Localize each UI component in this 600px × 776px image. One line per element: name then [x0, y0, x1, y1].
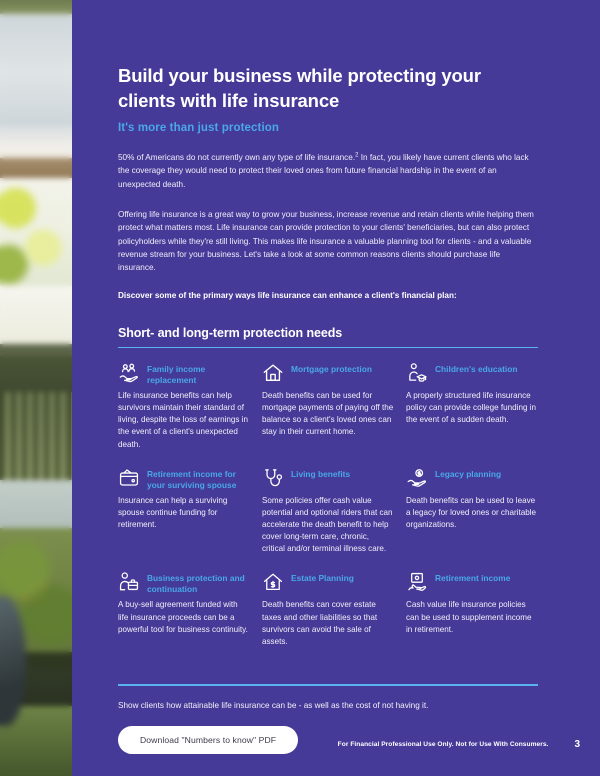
side-photo-house-exterior: [0, 0, 72, 776]
page-number: 3: [574, 739, 580, 750]
family-income-icon: [118, 362, 140, 384]
page-subtitle: It's more than just protection: [118, 122, 279, 135]
house-icon: [262, 362, 284, 384]
discover-line: Discover some of the primary ways life insurance can enhance a client's financial plan:: [118, 291, 457, 301]
benefit-card-title: Living benefits: [291, 468, 351, 479]
benefit-card: [262, 571, 394, 648]
benefit-card-title: Retirement income for your surviving spouse: [147, 468, 237, 490]
benefit-card-title: Business protection and continuation: [147, 573, 245, 595]
photo-blur-overlay: [0, 0, 72, 776]
benefit-card-header: [262, 362, 394, 386]
benefit-card: [406, 362, 538, 451]
benefit-card-title: Retirement income: [435, 573, 511, 584]
benefit-card-body: Life insurance benefits can help survivors maintain their standard of living, despite the loss of earnings in the event of a client's unexpected death.: [118, 391, 249, 449]
intro-paragraph-1: [118, 151, 538, 191]
benefit-card-title: Legacy planning: [435, 468, 502, 479]
intro-paragraph-1-text: 50% of Americans do not currently own any type of life insurance.: [118, 153, 356, 163]
hand-coin-icon: [406, 467, 428, 489]
benefit-card-title: Family income replacement: [147, 364, 206, 385]
section-divider-top: [118, 347, 538, 349]
business-person-icon: [118, 571, 140, 593]
footnote-marker: 2: [355, 152, 359, 159]
footer-disclaimer: For Financial Professional Use Only. Not for Use With Consumers.: [337, 741, 549, 748]
benefit-card-header: [118, 362, 250, 386]
closing-text: Show clients how attainable life insurance can be - as well as the cost of not having it.: [118, 700, 429, 710]
benefit-card-body: Death benefits can be used to leave a legacy for loved ones or charitable organizations.: [406, 495, 537, 530]
benefit-card: [262, 362, 394, 451]
benefit-card-header: [118, 571, 250, 595]
benefit-card-header: [406, 571, 538, 595]
benefit-card-header: [406, 362, 538, 386]
benefit-card-body: A properly structured life insurance policy can provide college funding in the event of a sudden death.: [406, 391, 537, 425]
benefit-card: [262, 467, 394, 556]
benefit-card-body: Death benefits can be used for mortgage payments of paying off the balance so a client's loved ones can stay in their current home.: [262, 391, 394, 437]
benefit-card-header: [118, 467, 250, 491]
content-column: [72, 0, 600, 776]
benefit-card-title: Mortgage protection: [291, 364, 372, 375]
benefit-card-title: Estate Planning: [291, 573, 354, 584]
benefit-card-body: Cash value life insurance policies can be used to supplement income in retirement.: [406, 600, 532, 634]
benefit-card-body: Some policies offer cash value potential and optional riders that can accelerate the death benefit to help cover long-term care, chronic, critical and/or terminal illness care.: [262, 495, 393, 554]
benefit-card-body: Insurance can help a surviving spouse continue funding for retirement.: [118, 495, 228, 530]
benefit-card: [406, 571, 538, 648]
benefit-card-header: [262, 467, 394, 491]
intro-paragraph-2: Offering life insurance is a great way to grow your business, increase revenue and retain clients while helping them protect what matters most. Life insurance can provide protection to your clients' beneficiaries, but can also protect policyholders while they're still living. This makes life insurance a valuable planning tool for clients - and a valuable revenue stream for your business. Let's take a look at some common reasons clients should purchase life insurance.: [118, 210, 534, 273]
intro-paragraph-1-rest: In fact, you likely have current clients who lack the coverage they would need to protect their loved ones from future financial hardship in the event of an unexpected death.: [118, 153, 529, 189]
hand-bill-icon: [406, 571, 428, 593]
graduate-icon: [406, 362, 428, 384]
benefit-card: [118, 571, 250, 648]
page-footer: [118, 739, 580, 750]
section-title: Short- and long-term protection needs: [118, 325, 343, 340]
benefit-card: [118, 467, 250, 556]
benefit-card-body: Death benefits can cover estate taxes and other liabilities so that survivors can avoid the sale of assets.: [262, 600, 378, 646]
stethoscope-icon: [262, 467, 284, 489]
benefit-card-body: A buy-sell agreement funded with life insurance proceeds can be a powerful tool for business continuity.: [118, 600, 248, 634]
download-pdf-button[interactable]: Download "Numbers to know" PDF: [118, 726, 298, 754]
benefit-card: [406, 467, 538, 556]
benefit-card-title: Children's education: [435, 364, 518, 375]
benefit-card-header: [406, 467, 538, 491]
house-dollar-icon: [262, 571, 284, 593]
page-title: Build your business while protecting your clients with life insurance: [118, 65, 481, 111]
benefit-card: [118, 362, 250, 451]
benefit-card-grid: [118, 362, 538, 664]
wallet-icon: [118, 467, 140, 489]
section-divider-bottom: [118, 684, 538, 686]
benefit-card-header: [262, 571, 394, 595]
